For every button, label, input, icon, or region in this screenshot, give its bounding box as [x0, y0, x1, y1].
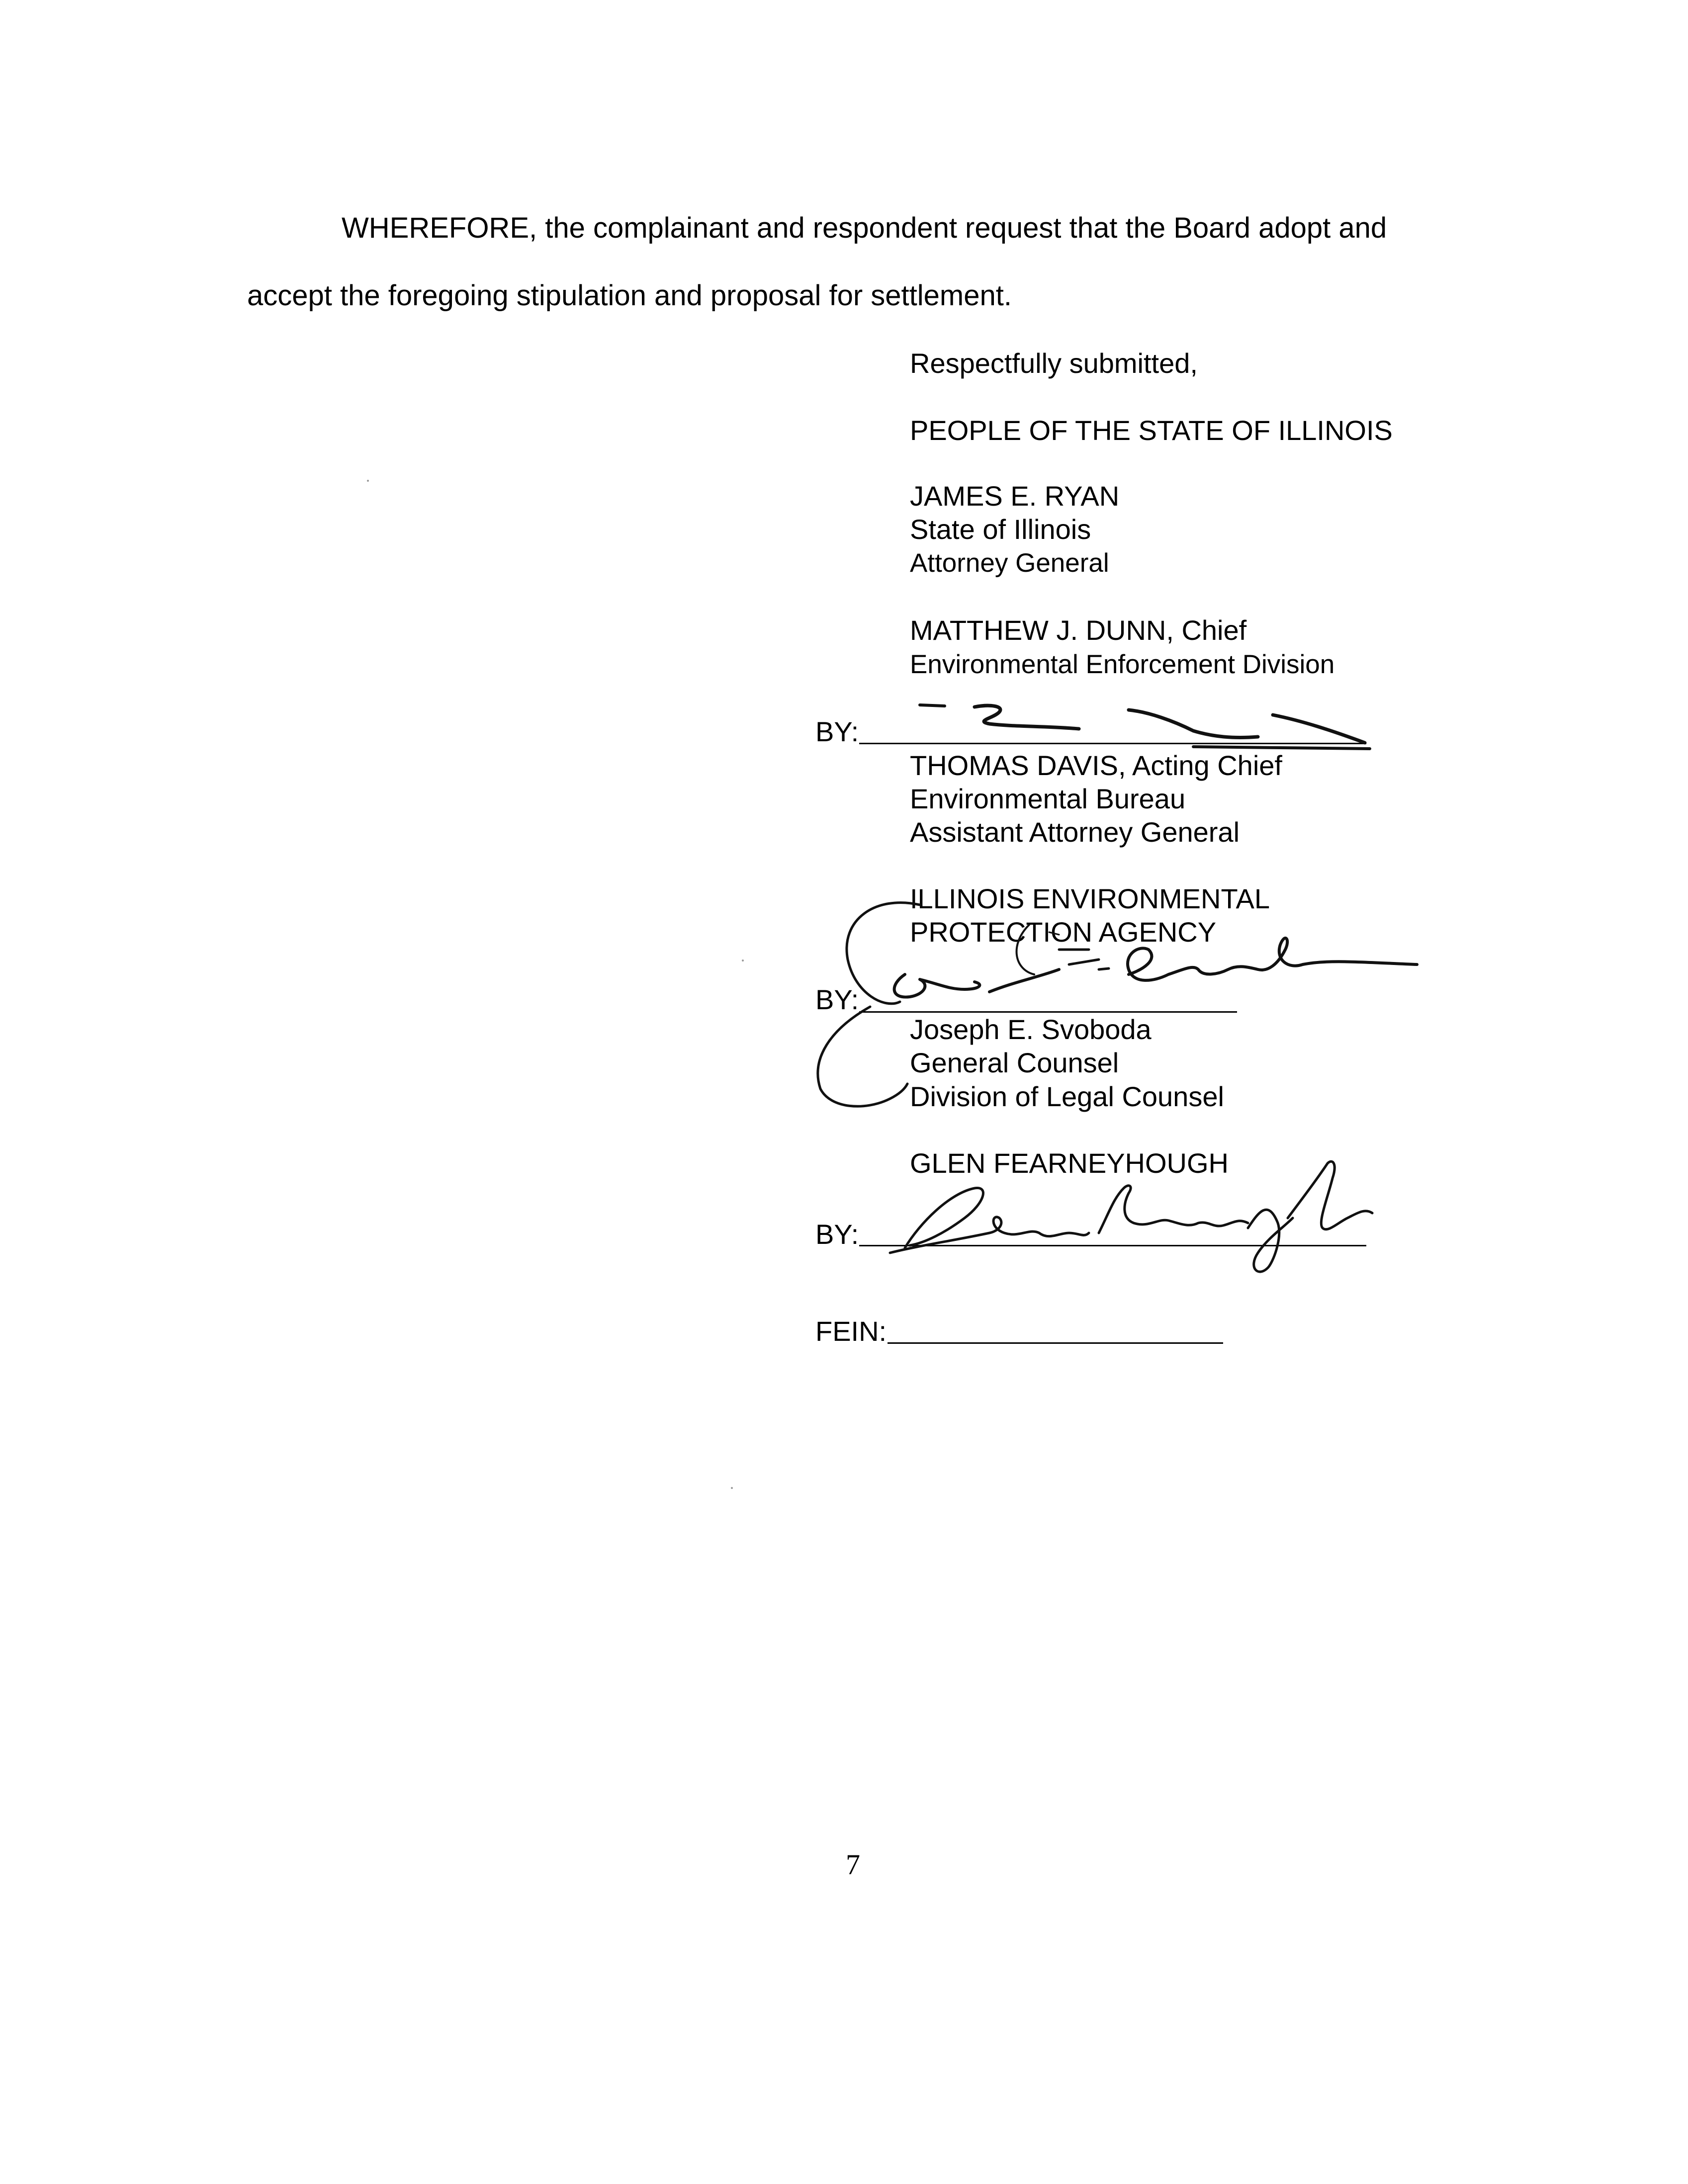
attorney-general-name: JAMES E. RYAN	[910, 480, 1120, 512]
signature-davis	[915, 701, 1372, 756]
respondent-name: GLEN FEARNEYHOUGH	[910, 1147, 1229, 1179]
signature-fearneyhough	[890, 1158, 1387, 1283]
by-label-iepa: BY:	[815, 984, 859, 1015]
iepa-signer-name: Joseph E. Svoboda	[910, 1014, 1152, 1045]
closing-line: Respectfully submitted,	[910, 348, 1198, 379]
scan-speck	[367, 480, 369, 482]
scan-speck	[731, 1487, 733, 1489]
iepa-name-line-1: ILLINOIS ENVIRONMENTAL	[910, 883, 1270, 914]
fein-label: FEIN:	[815, 1315, 887, 1347]
davis-bureau: Environmental Bureau	[910, 783, 1186, 814]
attorney-general-title: Attorney General	[910, 548, 1109, 578]
page-number: 7	[846, 1848, 860, 1881]
iepa-signer-title: General Counsel	[910, 1047, 1119, 1078]
iepa-name-line-2: PROTECTION AGENCY	[910, 916, 1217, 948]
attorney-general-state: State of Illinois	[910, 514, 1091, 545]
fein-line	[888, 1342, 1223, 1344]
body-line-1: WHEREFORE, the complainant and respondent request that the Board adopt and	[342, 212, 1387, 244]
party-title-people: PEOPLE OF THE STATE OF ILLINOIS	[910, 415, 1393, 446]
davis-name: THOMAS DAVIS, Acting Chief	[910, 750, 1282, 781]
by-label-respondent: BY:	[815, 1219, 859, 1250]
davis-title: Assistant Attorney General	[910, 816, 1240, 848]
iepa-signer-division: Division of Legal Counsel	[910, 1081, 1224, 1112]
chief-division: Environmental Enforcement Division	[910, 650, 1335, 679]
body-line-2: accept the foregoing stipulation and proposal for settlement.	[247, 279, 1012, 312]
chief-name: MATTHEW J. DUNN, Chief	[910, 614, 1247, 646]
scan-speck	[742, 960, 744, 961]
by-label-davis: BY:	[815, 716, 859, 747]
